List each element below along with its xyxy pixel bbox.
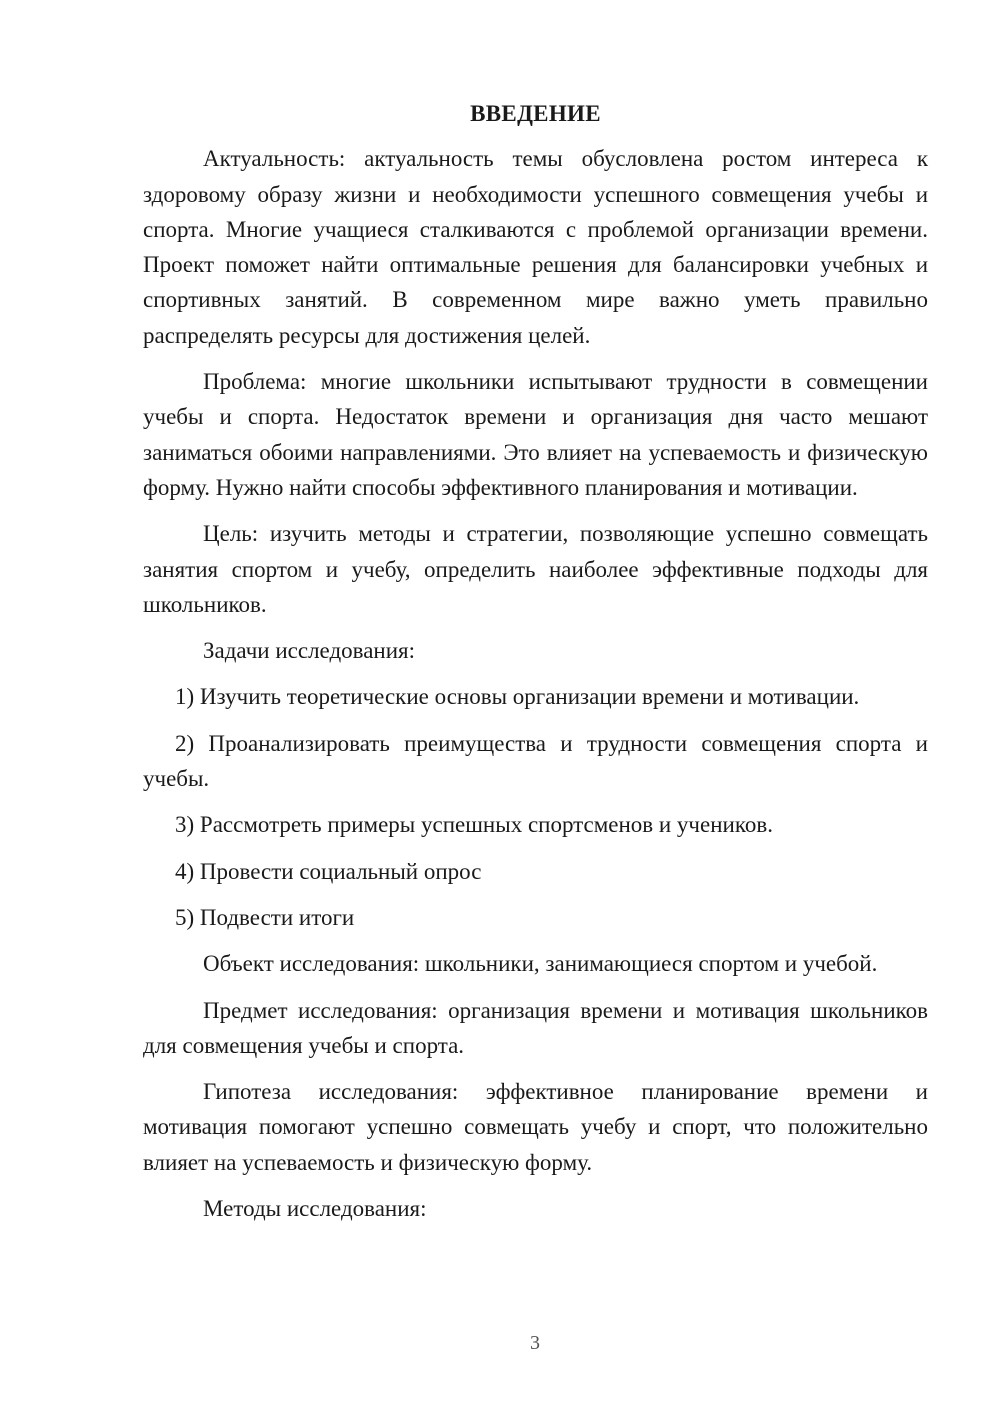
hypothesis-paragraph: Гипотеза исследования: эффективное планирование времени и мотивация помогают успешно совмещать учебу и спорт, что положительно влияет на успеваемость и физическую форму.: [143, 1079, 928, 1175]
relevance-paragraph: Актуальность: актуальность темы обусловлена ростом интереса к здоровому образу жизни и необходимости успешного совмещения учебы и спорта. Многие учащиеся сталкиваются с проблемой организации времени. Проект поможет найти оптимальные решения для балансировки учебных и спортивных занятий. В современном мире важно уметь правильно распределять ресурсы для достижения целей.: [143, 146, 928, 348]
tasks-heading: Задачи исследования:: [203, 638, 416, 664]
goal-paragraph: Цель: изучить методы и стратегии, позволяющие успешно совмещать занятия спортом и учебу, определить наиболее эффективные подходы для школьников.: [143, 521, 928, 617]
task-item-1: 1) Изучить теоретические основы организации времени и мотивации.: [175, 684, 860, 710]
section-title: ВВЕДЕНИЕ: [470, 101, 601, 126]
methods-heading: Методы исследования:: [203, 1196, 427, 1222]
problem-paragraph: Проблема: многие школьники испытывают трудности в совмещении учебы и спорта. Недостаток времени и организация дня часто мешают заниматься обоими направлениями. Это влияет на успеваемость и физическую форму. Нужно найти способы эффективного планирования и мотивации.: [143, 369, 928, 500]
task-item-4: 4) Провести социальный опрос: [175, 858, 482, 884]
object-paragraph: Объект исследования: школьники, занимающиеся спортом и учебой.: [203, 951, 878, 977]
subject-paragraph: Предмет исследования: организация времени и мотивация школьников для совмещения учебы и спорта.: [143, 997, 928, 1058]
task-item-3: 3) Рассмотреть примеры успешных спортсменов и учеников.: [175, 812, 773, 838]
task-item-2: 2) Проанализировать преимущества и трудности совмещения спорта и учебы.: [143, 730, 928, 792]
task-item-5: 5) Подвести итоги: [175, 904, 355, 930]
page-content: [143, 96, 928, 1237]
page-number: 3: [530, 1332, 540, 1354]
